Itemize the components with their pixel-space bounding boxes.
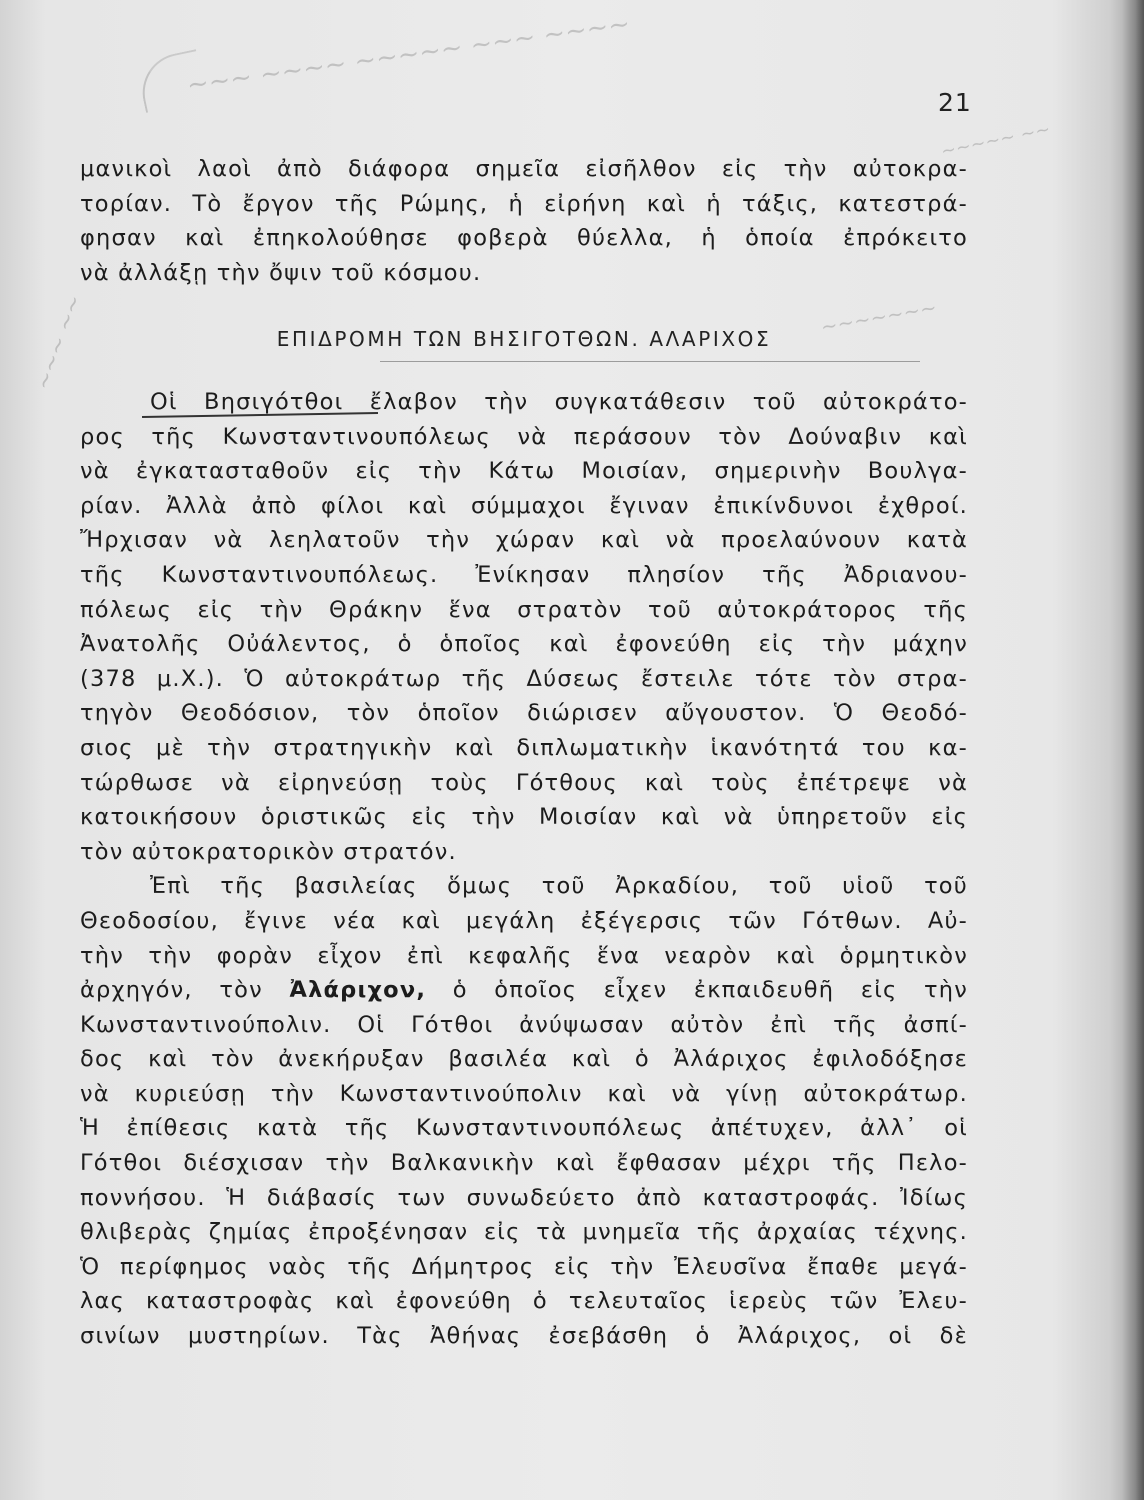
text-fragment: ἀρχηγόν, τὸν	[80, 977, 290, 1004]
text-line: Ἡ ἐπίθεσις κατὰ τῆς Κωνσταντινουπόλεως ἀπέτυχεν, ἀλλ᾽ οἱ	[80, 1115, 968, 1142]
text-line: Ἀνατολῆς Οὐάλεντος, ὁ ὁποῖος καὶ ἐφονεύθη εἰς τὴν μάχην	[80, 631, 968, 658]
section-body	[80, 385, 968, 1354]
text-line: ρίαν. Ἀλλὰ ἀπὸ φίλοι καὶ σύμμαχοι ἔγιναν ἐπικίνδυνοι ἐχθροί.	[80, 492, 968, 519]
text-line: σινίων μυστηρίων. Τὰς Ἀθήνας ἐσεβάσθη ὁ Ἀλάριχος, οἱ δὲ	[80, 1323, 968, 1350]
section-heading: ΕΠΙΔΡΟΜΗ ΤΩΝ ΒΗΣΙΓΟΤΘΩΝ. ΑΛΑΡΙΧΟΣ	[276, 327, 772, 351]
heading-rule	[380, 361, 920, 362]
text-line: δος καὶ τὸν ἀνεκήρυξαν βασιλέα καὶ ὁ Ἀλάριχος ἐφιλοδόξησε	[80, 1046, 968, 1073]
text-line: πόλεως εἰς τὴν Θράκην ἕνα στρατὸν τοῦ αὐτοκράτορος τῆς	[80, 596, 968, 623]
text-line: τηγὸν Θεοδόσιον, τὸν ὁποῖον διώρισεν αὔγουστον. Ὁ Θεοδό-	[80, 700, 968, 727]
pencil-annotation-heading: ~~~~~~~	[818, 294, 939, 340]
text-fragment: ὁ ὁποῖος εἶχεν ἐκπαιδευθῆ εἰς τὴν	[426, 977, 968, 1004]
text-line: (378 μ.Χ.). Ὁ αὐτοκράτωρ τῆς Δύσεως ἔστειλε τότε τὸν στρα-	[80, 665, 968, 692]
text-line: Θεοδοσίου, ἔγινε νέα καὶ μεγάλη ἐξέγερσις τῶν Γότθων. Αὐ-	[80, 907, 968, 934]
intro-paragraph	[80, 152, 968, 290]
text-line: Οἱ Βησιγότθοι ἔλαβον τὴν συγκατάθεσιν τοῦ αὐτοκράτο-	[150, 389, 968, 415]
text-line: κατοικήσουν ὁριστικῶς εἰς τὴν Μοισίαν καὶ νὰ ὑπηρετοῦν εἰς	[80, 804, 968, 831]
text-line: λας καταστροφὰς καὶ ἐφονεύθη ὁ τελευταῖος ἱερεὺς τῶν Ἐλευ-	[80, 1288, 968, 1315]
text-line: σιος μὲ τὴν στρατηγικὴν καὶ διπλωματικὴν ἱκανότητά του κα-	[80, 734, 968, 761]
text-line: τώρθωσε νὰ εἰρηνεύσῃ τοὺς Γότθους καὶ τοὺς ἐπέτρεψε νὰ	[80, 769, 968, 796]
text-line: ποννήσου. Ἡ διάβασίς των συνωδεύετο ἀπὸ καταστροφάς. Ἰδίως	[80, 1184, 968, 1211]
text-line: Κωνσταντινούπολιν. Οἱ Γότθοι ἀνύψωσαν αὐτὸν ἐπὶ τῆς ἀσπί-	[80, 1011, 968, 1038]
text-line: θλιβερὰς ζημίας ἐπροξένησαν εἰς τὰ μνημεῖα τῆς ἀρχαίας τέχνης.	[80, 1219, 968, 1246]
pencil-annotation-left: ~~~ ~~	[30, 291, 89, 394]
text-line: τὴν τὴν φορὰν εἶχον ἐπὶ κεφαλῆς ἕνα νεαρὸν καὶ ὁρμητικὸν	[80, 942, 968, 969]
text-line: φησαν καὶ ἐπηκολούθησε φοβερὰ θύελλα, ἡ ὁποία ἐπρόκειτο	[80, 225, 968, 252]
pencil-annotation-right: ~~~~~ ~~	[939, 118, 1053, 163]
text-line: ρος τῆς Κωνσταντινουπόλεως νὰ περάσουν τὸν Δούναβιν καὶ	[80, 423, 968, 450]
bold-name-alaric: Ἀλάριχον,	[289, 977, 427, 1004]
text-line: νὰ ἀλλάξῃ τὴν ὄψιν τοῦ κόσμου.	[80, 259, 482, 286]
text-line: Γότθοι διέσχισαν τὴν Βαλκανικὴν καὶ ἔφθασαν μέχρι τῆς Πελο-	[80, 1150, 968, 1177]
text-line-with-name	[80, 973, 968, 1008]
text-line: τορίαν. Τὸ ἔργον τῆς Ρώμης, ἡ εἰρήνη καὶ ἡ τάξις, κατεστρά-	[80, 190, 968, 217]
text-line: τὸν αὐτοκρατορικὸν στρατόν.	[80, 838, 457, 865]
pencil-annotation-top: ~~~ ~~~~ ~~~~~ ~~~ ~~~~	[185, 9, 632, 101]
text-line: μανικοὶ λαοὶ ἀπὸ διάφορα σημεῖα εἰσῆλθον εἰς τὴν αὐτοκρα-	[80, 156, 968, 182]
text-line: τῆς Κωνσταντινουπόλεως. Ἐνίκησαν πλησίον τῆς Ἀδριανου-	[80, 561, 968, 588]
text-line: νὰ κυριεύσῃ τὴν Κωνσταντινούπολιν καὶ νὰ γίνῃ αὐτοκράτωρ.	[80, 1080, 968, 1107]
text-line: Ἐπὶ τῆς βασιλείας ὅμως τοῦ Ἀρκαδίου, τοῦ υἱοῦ τοῦ	[150, 873, 968, 900]
page-number: 21	[938, 88, 972, 117]
text-line: νὰ ἐγκατασταθοῦν εἰς τὴν Κάτω Μοισίαν, σημερινὴν Βουλγα-	[80, 458, 968, 485]
page-edge-shadow	[1122, 0, 1144, 1500]
text-line: Ἤρχισαν νὰ λεηλατοῦν τὴν χώραν καὶ νὰ προελαύνουν κατὰ	[80, 527, 968, 554]
text-line: Ὁ περίφημος ναὸς τῆς Δήμητρος εἰς τὴν Ἐλευσῖνα ἔπαθε μεγά-	[80, 1253, 968, 1280]
